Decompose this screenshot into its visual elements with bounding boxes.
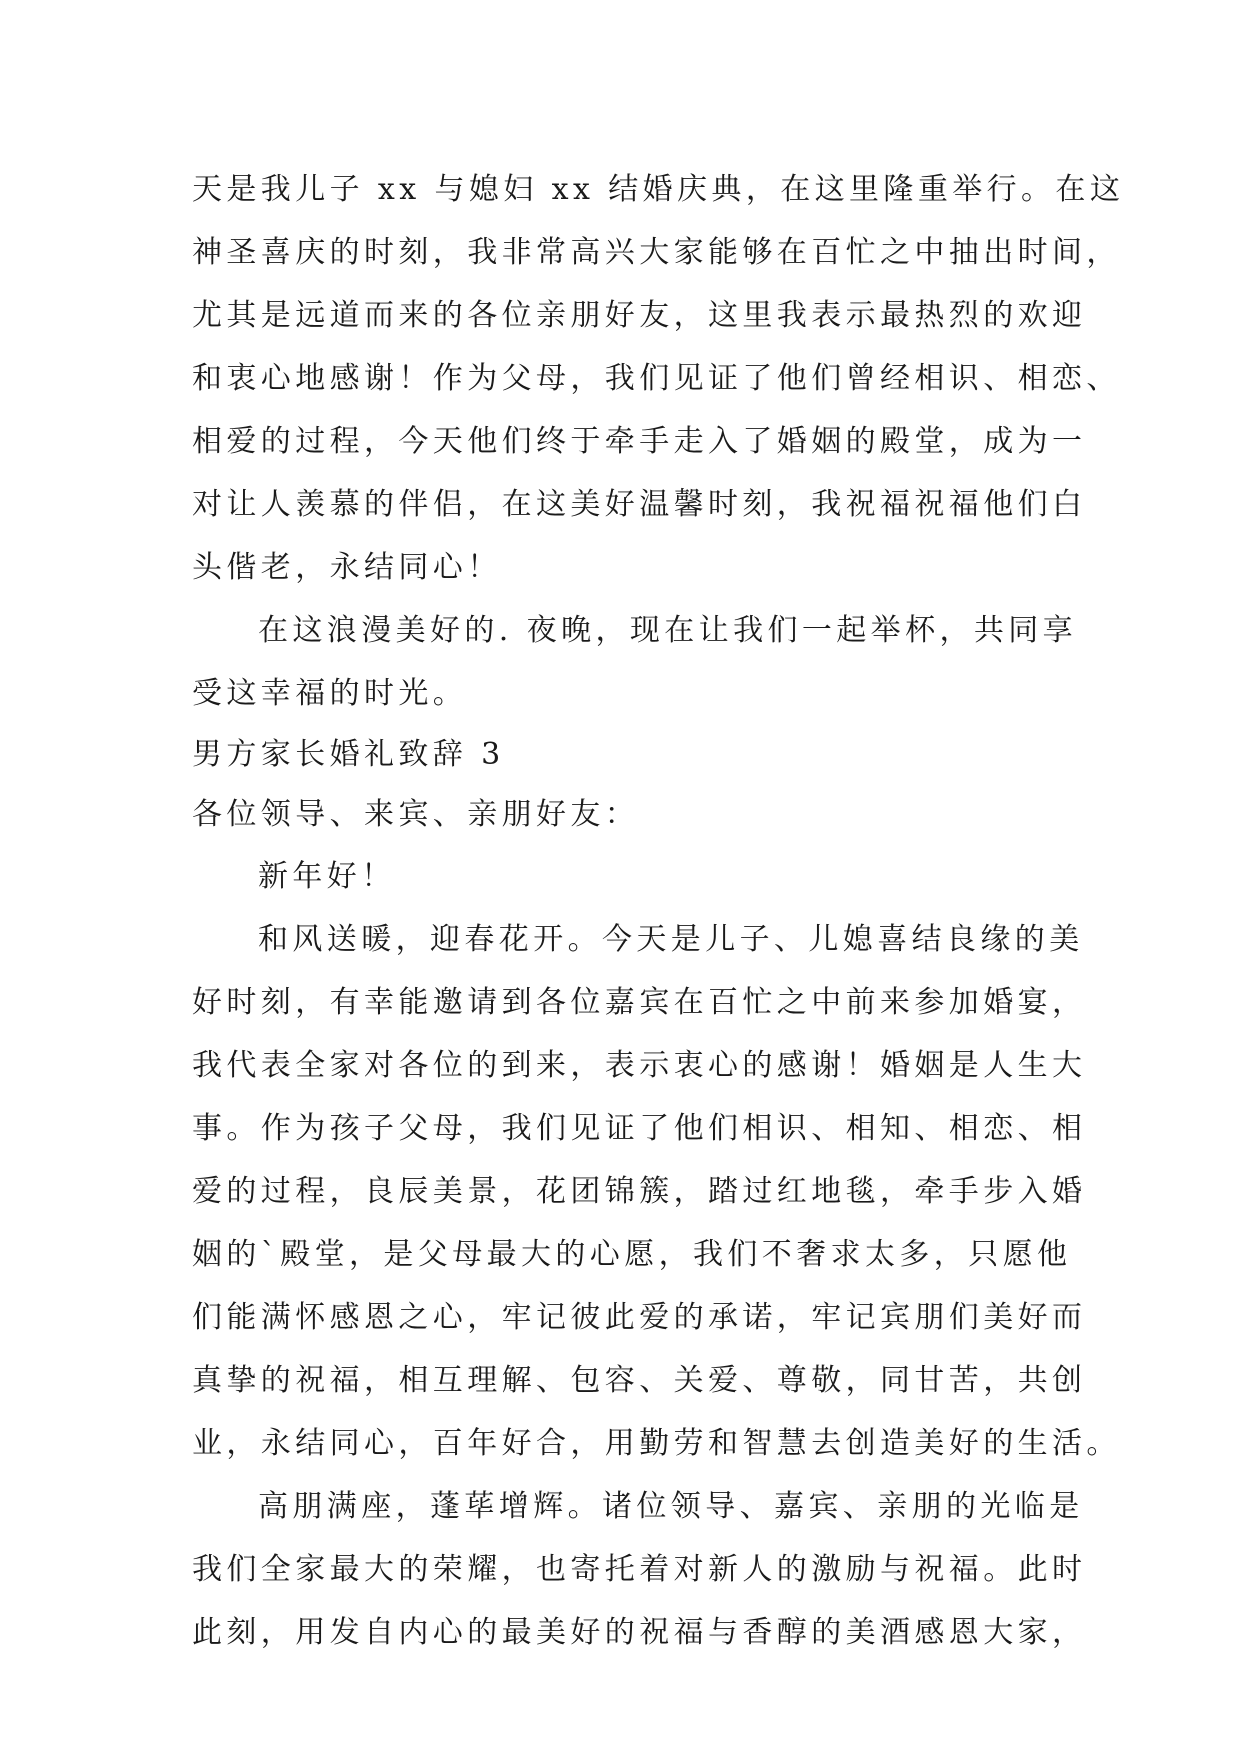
salutation: 各位领导、来宾、亲朋好友： <box>192 797 640 832</box>
text-line: 在这浪漫美好的. 夜晚，现在让我们一起举杯，共同享 <box>258 613 1078 648</box>
text-line: 爱的过程，良辰美景，花团锦簇，踏过红地毯，牵手步入婚 <box>192 1174 1087 1209</box>
text-line: 好时刻，有幸能邀请到各位嘉宾在百忙之中前来参加婚宴， <box>192 985 1087 1020</box>
text-line: 我代表全家对各位的到来，表示衷心的感谢！婚姻是人生大 <box>192 1048 1087 1083</box>
text-line: 尤其是远道而来的各位亲朋好友，这里我表示最热烈的欢迎 <box>192 298 1087 333</box>
text-line: 们能满怀感恩之心，牢记彼此爱的承诺，牢记宾朋们美好而 <box>192 1300 1087 1335</box>
greeting: 新年好！ <box>258 859 396 894</box>
section-title: 男方家长婚礼致辞 3 <box>192 737 505 772</box>
text-line: 事。作为孩子父母，我们见证了他们相识、相知、相恋、相 <box>192 1111 1087 1146</box>
text-line: 我们全家最大的荣耀，也寄托着对新人的激励与祝福。此时 <box>192 1552 1087 1587</box>
text-line: 真挚的祝福，相互理解、包容、关爱、尊敬，同甘苦，共创 <box>192 1363 1087 1398</box>
text-line: 和风送暖，迎春花开。今天是儿子、儿媳喜结良缘的美 <box>258 922 1084 957</box>
text-line: 天是我儿子 xx 与媳妇 xx 结婚庆典，在这里隆重举行。在这 <box>192 172 1125 207</box>
text-line: 姻的`殿堂，是父母最大的心愿，我们不奢求太多，只愿他 <box>192 1237 1072 1272</box>
text-line: 高朋满座，蓬荜增辉。诸位领导、嘉宾、亲朋的光临是 <box>258 1489 1084 1524</box>
text-line: 对让人羡慕的伴侣，在这美好温馨时刻，我祝福祝福他们白 <box>192 487 1087 522</box>
text-line: 相爱的过程，今天他们终于牵手走入了婚姻的殿堂，成为一 <box>192 424 1087 459</box>
text-line: 此刻，用发自内心的最美好的祝福与香醇的美酒感恩大家， <box>192 1615 1087 1650</box>
document-body <box>192 158 1125 1664</box>
text-line: 和衷心地感谢！作为父母，我们见证了他们曾经相识、相恋、 <box>192 361 1121 396</box>
text-line: 神圣喜庆的时刻，我非常高兴大家能够在百忙之中抽出时间， <box>192 235 1121 270</box>
text-line: 头偕老，永结同心！ <box>192 550 502 585</box>
text-line: 业，永结同心，百年好合，用勤劳和智慧去创造美好的生活。 <box>192 1426 1121 1461</box>
text-line: 受这幸福的时光。 <box>192 676 468 711</box>
